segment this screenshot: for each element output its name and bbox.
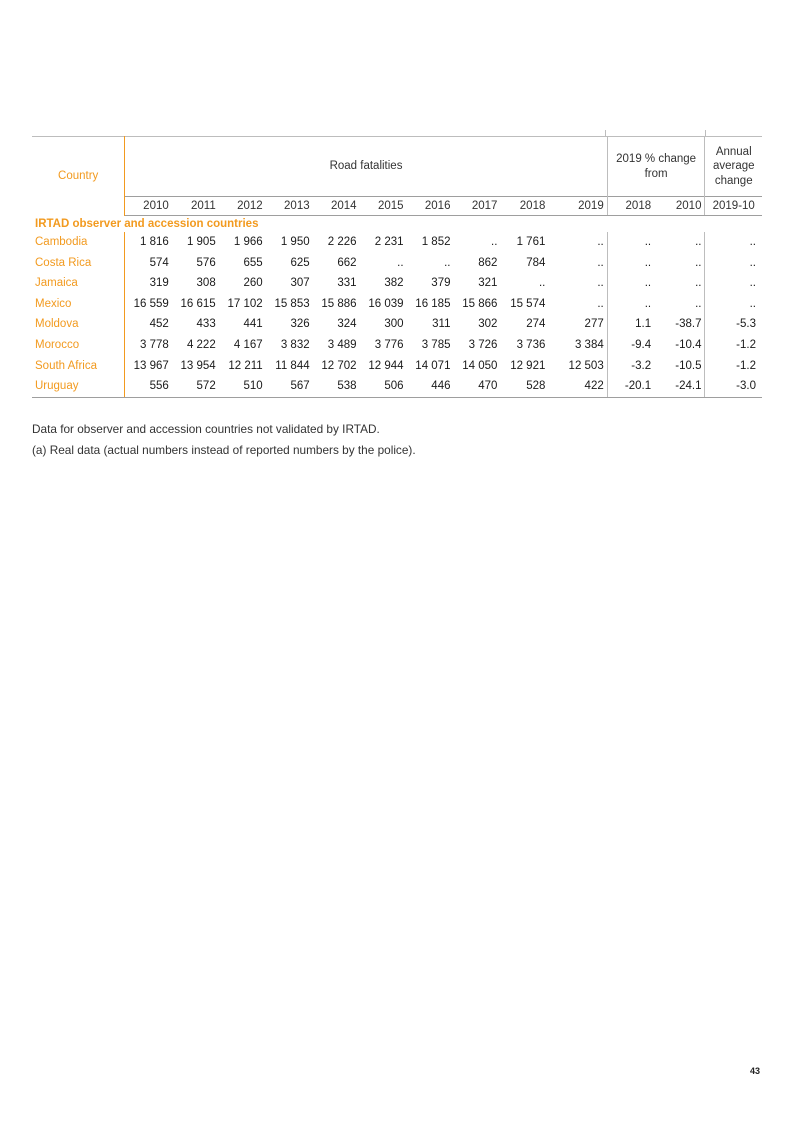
table-row: [32, 273, 762, 294]
fatality-value: 321: [478, 277, 498, 290]
table-row: [32, 314, 762, 335]
change-from-2010: -10.5: [675, 359, 702, 372]
country-name: Mexico: [32, 294, 125, 315]
note-validation: Data for observer and accession countries not validated by IRTAD.: [32, 422, 380, 436]
table-row: [32, 232, 762, 253]
fatality-value: 3 832: [280, 339, 310, 352]
fatality-value: 15 574: [510, 297, 546, 310]
change-from-2010: ..: [695, 256, 702, 269]
fatality-value: 11 844: [275, 359, 310, 372]
fatality-value: 1 905: [186, 236, 216, 249]
note-real-data: (a) Real data (actual numbers instead of reported numbers by the police).: [32, 443, 416, 457]
fatality-value: ..: [491, 236, 498, 249]
fatality-value: 574: [149, 256, 169, 269]
fatality-value: 1 966: [233, 236, 263, 249]
fatality-value: 625: [290, 256, 310, 269]
annual-average-change: ..: [705, 253, 762, 274]
fatality-value: 3 736: [516, 339, 546, 352]
fatality-value: 12 211: [228, 359, 263, 372]
fatality-value: 576: [196, 256, 216, 269]
fatality-value: 3 489: [327, 339, 357, 352]
fatality-value: ..: [538, 277, 546, 290]
change-from-2010: ..: [695, 277, 702, 290]
change-from-2018: ..: [607, 273, 654, 294]
fatality-value: 12 944: [368, 359, 404, 372]
fatality-value: 16 559: [133, 297, 169, 310]
change-from-2010: -10.4: [675, 339, 702, 352]
annual-average-change: ..: [705, 232, 762, 253]
fatality-value: 15 866: [462, 297, 498, 310]
fatality-value: 2 231: [374, 236, 404, 249]
fatality-value: 528: [500, 376, 548, 397]
country-name: Costa Rica: [32, 253, 125, 274]
annual-average-change: -1.2: [705, 356, 762, 377]
annual-average-change-header: Annual average change: [705, 137, 762, 197]
country-name: Uruguay: [32, 376, 125, 397]
fatality-value: 12 702: [321, 359, 357, 372]
road-fatalities-header: Road fatalities: [329, 160, 403, 173]
fatality-value: 14 071: [415, 359, 451, 372]
table-notes: [32, 419, 416, 461]
fatality-value: 277: [584, 318, 604, 331]
year-header: 2016: [407, 197, 454, 216]
change-from-2018: -3.2: [607, 356, 654, 377]
fatality-value: 441: [243, 318, 263, 331]
fatality-value: 14 050: [462, 359, 498, 372]
fatality-value: 1 761: [516, 236, 546, 249]
change-from-2018: ..: [607, 232, 654, 253]
fatality-value: 567: [266, 376, 313, 397]
fatality-value: 16 615: [180, 297, 216, 310]
fatality-value: 326: [290, 318, 310, 331]
fatality-value: 4 167: [233, 339, 263, 352]
fatality-value: 572: [172, 376, 219, 397]
table-row: [32, 376, 762, 397]
fatality-value: 3 726: [468, 339, 498, 352]
fatality-value: 13 954: [180, 359, 216, 372]
fatality-value: 16 039: [368, 297, 404, 310]
fatality-value: 16 185: [415, 297, 451, 310]
fatality-value: 784: [526, 256, 546, 269]
fatality-value: 308: [196, 277, 216, 290]
annual-average-change: ..: [705, 294, 762, 315]
year-header: 2015: [360, 197, 407, 216]
fatality-value: 4 222: [186, 339, 216, 352]
fatality-value: 17 102: [227, 297, 263, 310]
change-year-header: 2010: [654, 197, 705, 216]
table-row: [32, 253, 762, 274]
fatality-value: 260: [243, 277, 263, 290]
annual-average-change: ..: [705, 273, 762, 294]
fatality-value: 3 785: [421, 339, 451, 352]
fatality-value: 331: [337, 277, 357, 290]
fatality-value: ..: [597, 277, 604, 290]
fatality-value: 556: [125, 376, 172, 397]
change-from-2018: -9.4: [607, 335, 654, 356]
year-header: 2019: [548, 197, 607, 216]
fatality-value: 302: [478, 318, 498, 331]
fatality-value: 2 226: [327, 236, 357, 249]
fatality-value: 452: [149, 318, 169, 331]
fatality-value: 433: [196, 318, 216, 331]
country-name: Jamaica: [32, 273, 125, 294]
fatality-value: 1 816: [139, 236, 169, 249]
change-from-2010: -38.7: [675, 318, 702, 331]
fatality-value: 319: [149, 277, 169, 290]
fatality-value: 506: [360, 376, 407, 397]
fatality-value: 3 384: [574, 339, 604, 352]
fatality-value: 274: [526, 318, 546, 331]
fatality-value: 12 921: [510, 359, 546, 372]
year-header: 2014: [313, 197, 360, 216]
fatality-value: ..: [444, 256, 451, 269]
fatality-value: 324: [337, 318, 357, 331]
page-number: 43: [749, 1066, 760, 1076]
change-from-2010: -24.1: [654, 376, 705, 397]
change-from-2010: ..: [695, 297, 702, 310]
fatality-value: 379: [431, 277, 451, 290]
fatality-value: 15 853: [274, 297, 310, 310]
fatality-value: 655: [243, 256, 263, 269]
country-name: Moldova: [32, 314, 125, 335]
fatality-value: ..: [397, 256, 404, 269]
year-header: 2010: [125, 197, 172, 216]
fatality-value: 538: [313, 376, 360, 397]
change-from-2018: -20.1: [607, 376, 654, 397]
change-from-header: 2019 % change from: [607, 137, 705, 197]
year-header: 2017: [453, 197, 500, 216]
fatality-value: 307: [290, 277, 310, 290]
year-header: 2011: [172, 197, 219, 216]
annual-average-change: -1.2: [705, 335, 762, 356]
fatality-value: 470: [453, 376, 500, 397]
fatality-value: ..: [597, 297, 604, 310]
fatality-value: 862: [478, 256, 498, 269]
fatality-value: 1 950: [280, 236, 310, 249]
fatality-value: 422: [548, 376, 607, 397]
table-row: [32, 356, 762, 377]
fatality-value: 13 967: [133, 359, 169, 372]
fatality-value: 382: [384, 277, 404, 290]
change-from-2018: ..: [607, 294, 654, 315]
fatality-value: 12 503: [568, 359, 604, 372]
fatality-value: 311: [432, 318, 451, 331]
change-from-2010: ..: [695, 236, 702, 249]
annual-average-change: -5.3: [705, 314, 762, 335]
fatality-value: 3 776: [374, 339, 404, 352]
annual-period-header: 2019-10: [705, 197, 762, 216]
year-header: 2013: [266, 197, 313, 216]
fatality-value: 662: [337, 256, 357, 269]
table-body: [32, 216, 762, 398]
year-header: 2018: [500, 197, 548, 216]
year-header-row: [32, 197, 762, 216]
annual-average-change: -3.0: [705, 376, 762, 397]
fatality-value: 446: [407, 376, 454, 397]
year-header: 2012: [219, 197, 266, 216]
change-from-2018: 1.1: [607, 314, 654, 335]
country-name: Cambodia: [32, 232, 125, 253]
fatality-value: 3 778: [139, 339, 169, 352]
fatality-value: 15 886: [321, 297, 357, 310]
table-row: [32, 335, 762, 356]
fatality-value: ..: [597, 236, 604, 249]
fatality-value: ..: [597, 256, 604, 269]
road-fatalities-table: [32, 136, 762, 398]
fatality-value: 300: [384, 318, 404, 331]
country-name: South Africa: [32, 356, 125, 377]
country-column-header: Country: [32, 137, 125, 216]
country-name: Morocco: [32, 335, 125, 356]
fatality-value: 510: [219, 376, 266, 397]
change-year-header: 2018: [607, 197, 654, 216]
fatality-value: 1 852: [421, 236, 451, 249]
table-row: [32, 294, 762, 315]
section-label: IRTAD observer and accession countries: [35, 217, 259, 230]
change-from-2018: ..: [607, 253, 654, 274]
